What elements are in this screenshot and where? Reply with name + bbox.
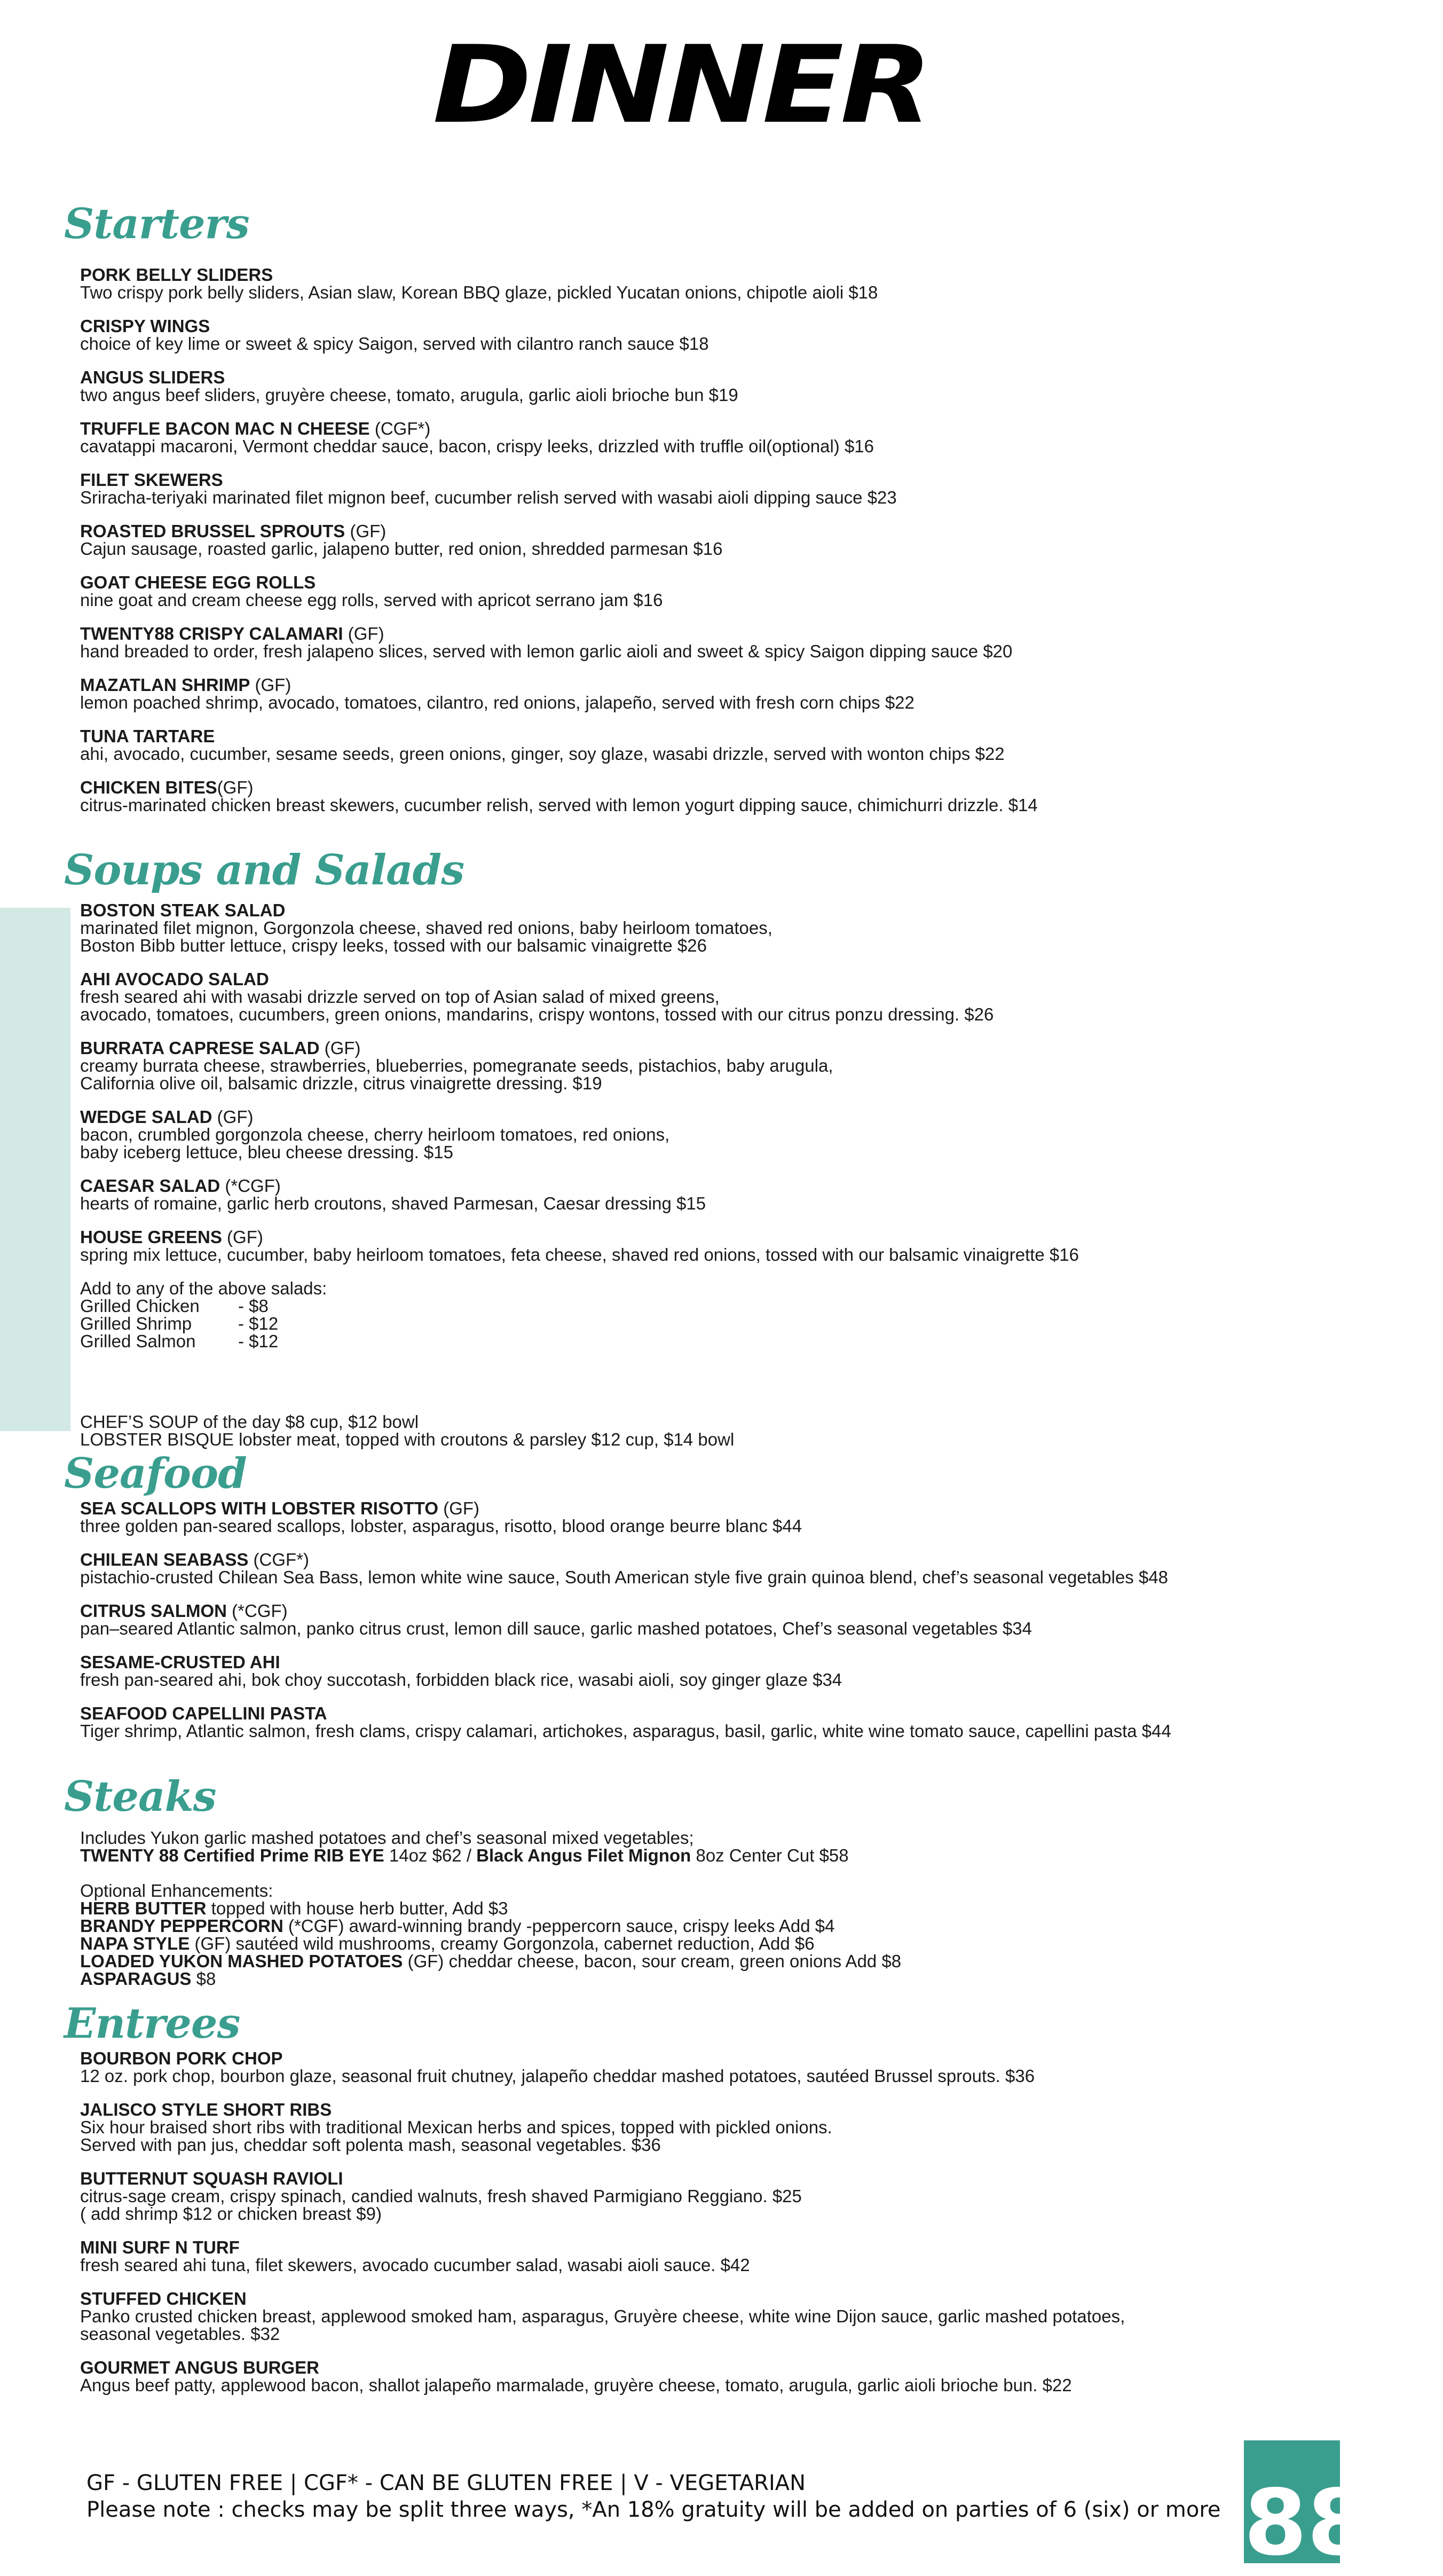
item-description: creamy burrata cheese, strawberries, blueberries, pomegranate seeds, pistachios, baby arugula, (80, 1056, 833, 1075)
soup-line: CHEF’S SOUP of the day $8 cup, $12 bowl (80, 1412, 419, 1432)
enhancement-name: ASPARAGUS (80, 1969, 192, 1989)
salad-add-option (80, 1297, 1324, 1315)
item-name: CRISPY WINGS (80, 316, 210, 336)
add-on-label: Grilled Chicken (80, 1296, 200, 1316)
add-on-price: - $8 (238, 1296, 269, 1316)
item-name: TWENTY88 CRISPY CALAMARI (80, 624, 343, 643)
item-description: fresh seared ahi tuna, filet skewers, avocado cucumber salad, wasabi aioli sauce. $42 (80, 2255, 750, 2275)
item-description: fresh pan-seared ahi, bok choy succotash, forbidden black rice, wasabi aioli, soy ginger glaze $34 (80, 1670, 842, 1690)
enhancement-desc: (GF) cheddar cheese, bacon, sour cream, green onions Add $8 (403, 1951, 902, 1971)
starters-list (80, 266, 1324, 830)
item-description: spring mix lettuce, cucumber, baby heirloom tomatoes, feta cheese, shaved red onions, tossed with our balsamic vinaigrette $16 (80, 1245, 1079, 1265)
salad-add-ons (80, 1279, 1324, 1350)
item-tag: (*CGF) (220, 1176, 281, 1196)
add-on-label: Grilled Shrimp (80, 1314, 192, 1333)
enhancements-heading: Optional Enhancements: (80, 1881, 273, 1900)
menu-item (80, 1228, 1324, 1263)
item-description: Sriracha-teriyaki marinated filet mignon beef, cucumber relish served with wasabi aioli dipping sauce $23 (80, 488, 897, 507)
soups-salads-list (80, 901, 1324, 1448)
item-name: AHI AVOCADO SALAD (80, 969, 269, 989)
menu-item (80, 471, 1324, 506)
item-tag: (GF) (212, 1107, 254, 1127)
item-description: pan–seared Atlantic salmon, panko citrus crust, lemon dill sauce, garlic mashed potatoes, Chef’s seasonal vegetables $34 (80, 1619, 1032, 1638)
dietary-legend: GF - GLUTEN FREE | CGF* - CAN BE GLUTEN FREE | V - VEGETARIAN (86, 2471, 806, 2495)
item-name: GOURMET ANGUS BURGER (80, 2358, 319, 2377)
item-tag: (GF) (438, 1498, 480, 1518)
item-name: SESAME-CRUSTED AHI (80, 1652, 280, 1672)
enhancement-desc: topped with house herb butter, Add $3 (206, 1898, 508, 1918)
enhancement (80, 1952, 1324, 1970)
item-tag: (GF) (250, 675, 291, 695)
section-heading-steaks: Steaks (64, 1772, 216, 1821)
decorative-side-band (0, 908, 70, 1431)
item-tag: (GF) (343, 624, 384, 643)
menu-item (80, 522, 1324, 557)
menu-item (80, 1177, 1324, 1212)
item-description: Panko crusted chicken breast, applewood smoked ham, asparagus, Gruyère cheese, white wine Dijon sauce, garlic mashed potatoes, (80, 2306, 1125, 2326)
enhancement-desc: (GF) sautéed wild mushrooms, creamy Gorgonzola, cabernet reduction, Add $6 (190, 1934, 815, 1953)
item-name: TRUFFLE BACON MAC N CHEESE (80, 419, 370, 438)
item-description: marinated filet mignon, Gorgonzola cheese, shaved red onions, baby heirloom tomatoes, (80, 918, 772, 938)
item-tag: (CGF*) (369, 419, 431, 438)
steak-name: Black Angus Filet Mignon (476, 1845, 691, 1865)
add-on-label: Grilled Salmon (80, 1331, 196, 1351)
steak-name: TWENTY 88 Certified Prime RIB EYE (80, 1845, 384, 1865)
item-description: Tiger shrimp, Atlantic salmon, fresh clams, crispy calamari, artichokes, asparagus, basil, garlic, white wine tomato sauce, capellini pasta $44 (80, 1721, 1171, 1741)
enhancement (80, 1899, 1324, 1917)
item-name: FILET SKEWERS (80, 470, 223, 490)
menu-item (80, 1108, 1324, 1161)
item-name: HOUSE GREENS (80, 1227, 222, 1247)
menu-item (80, 901, 1324, 954)
enhancement-name: BRANDY PEPPERCORN (80, 1916, 283, 1936)
item-description: three golden pan-seared scallops, lobster, asparagus, risotto, blood orange beurre blanc $44 (80, 1516, 802, 1536)
enhancement (80, 1970, 1324, 1988)
item-name: CITRUS SALMON (80, 1601, 227, 1621)
item-name: PORK BELLY SLIDERS (80, 265, 273, 285)
item-name: CHICKEN BITES (80, 777, 217, 797)
item-tag: (GF) (222, 1227, 263, 1247)
item-tag: (*CGF) (227, 1601, 288, 1621)
item-tag: (GF) (345, 521, 387, 541)
salad-add-heading: Add to any of the above salads: (80, 1278, 327, 1298)
item-description: fresh seared ahi with wasabi drizzle served on top of Asian salad of mixed greens, (80, 987, 720, 1007)
menu-item (80, 1602, 1324, 1637)
enhancement-desc: $8 (191, 1969, 216, 1989)
item-description: 12 oz. pork chop, bourbon glaze, seasonal fruit chutney, jalapeño cheddar mashed potatoes, sautéed Brussel sprouts. $36 (80, 2066, 1035, 2086)
menu-item (80, 2170, 1324, 2222)
section-heading-starters: Starters (64, 200, 249, 248)
item-description: avocado, tomatoes, cucumbers, green onions, mandarins, crispy wontons, tossed with our citrus ponzu dressing. $26 (80, 1004, 994, 1024)
page-title: DINNER (432, 23, 929, 147)
salad-add-option (80, 1332, 1324, 1350)
item-description: California olive oil, balsamic drizzle, citrus vinaigrette dressing. $19 (80, 1073, 602, 1093)
item-description: two angus beef sliders, gruyère cheese, tomato, arugula, garlic aioli brioche bun $19 (80, 385, 738, 405)
menu-item (80, 1653, 1324, 1688)
section-heading-soups-salads: Soups and Salads (64, 846, 464, 894)
item-description: pistachio-crusted Chilean Sea Bass, lemon white wine sauce, South American style five grain quinoa blend, chef’s seasonal vegetables $48 (80, 1567, 1169, 1587)
enhancement-name: NAPA STYLE (80, 1934, 190, 1953)
item-name: JALISCO STYLE SHORT RIBS (80, 2100, 332, 2119)
item-description: hand breaded to order, fresh jalapeno slices, served with lemon garlic aioli and sweet & spicy Saigon dipping sauce $20 (80, 641, 1013, 661)
menu-item (80, 676, 1324, 711)
menu-item (80, 1499, 1324, 1535)
steak-desc: 8oz Center Cut $58 (691, 1845, 849, 1865)
item-description: Boston Bibb butter lettuce, crispy leeks, tossed with our balsamic vinaigrette $26 (80, 936, 707, 955)
item-name: STUFFED CHICKEN (80, 2289, 247, 2308)
gratuity-note: Please note : checks may be split three ways, *An 18% gratuity will be added on parties of 6 (six) or more (86, 2498, 1221, 2522)
item-name: ANGUS SLIDERS (80, 367, 225, 387)
menu-item (80, 2049, 1324, 2085)
item-name: GOAT CHEESE EGG ROLLS (80, 572, 316, 592)
item-name: BOSTON STEAK SALAD (80, 900, 286, 920)
footer (86, 2470, 1221, 2523)
item-name: BURRATA CAPRESE SALAD (80, 1038, 320, 1058)
item-name: ROASTED BRUSSEL SPROUTS (80, 521, 345, 541)
steaks-intro: Includes Yukon garlic mashed potatoes and chef’s seasonal mixed vegetables; (80, 1828, 694, 1848)
item-description: cavatappi macaroni, Vermont cheddar sauce, bacon, crispy leeks, drizzled with truffle oil(optional) $16 (80, 436, 874, 456)
menu-item (80, 625, 1324, 660)
item-description: nine goat and cream cheese egg rolls, served with apricot serrano jam $16 (80, 590, 663, 610)
item-tag: (GF) (217, 777, 254, 797)
item-description: ( add shrimp $12 or chicken breast $9) (80, 2204, 382, 2224)
menu-item (80, 2290, 1324, 2343)
logo-badge (1244, 2440, 1370, 2576)
menu-item (80, 1551, 1324, 1586)
menu-item (80, 266, 1324, 301)
item-tag: (GF) (319, 1038, 361, 1058)
seafood-list (80, 1499, 1324, 1756)
section-heading-entrees: Entrees (64, 1999, 240, 2048)
menu-item (80, 368, 1324, 404)
menu-item (80, 420, 1324, 455)
item-tag: (CGF*) (248, 1550, 310, 1569)
logo-text: 88 (1244, 2470, 1370, 2576)
item-description: Angus beef patty, applewood bacon, shallot jalapeño marmalade, gruyère cheese, tomato, arugula, garlic aioli brioche bun. $22 (80, 2375, 1072, 2395)
item-description: hearts of romaine, garlic herb croutons, shaved Parmesan, Caesar dressing $15 (80, 1193, 706, 1213)
item-name: SEA SCALLOPS WITH LOBSTER RISOTTO (80, 1498, 439, 1518)
menu-item (80, 1039, 1324, 1092)
item-description: citrus-sage cream, crispy spinach, candied walnuts, fresh shaved Parmigiano Reggiano. $25 (80, 2186, 802, 2206)
item-description: bacon, crumbled gorgonzola cheese, cherry heirloom tomatoes, red onions, (80, 1125, 670, 1144)
item-description: Cajun sausage, roasted garlic, jalapeno butter, red onion, shredded parmesan $16 (80, 539, 723, 559)
item-name: TUNA TARTARE (80, 726, 215, 746)
item-description: lemon poached shrimp, avocado, tomatoes, cilantro, red onions, jalapeño, served with fresh corn chips $22 (80, 693, 914, 712)
steak-options (80, 1847, 1324, 1864)
item-description: Two crispy pork belly sliders, Asian slaw, Korean BBQ glaze, pickled Yucatan onions, chipotle aioli $18 (80, 282, 878, 302)
enhancement-name: LOADED YUKON MASHED POTATOES (80, 1951, 403, 1971)
steaks-list (80, 1829, 1324, 1988)
add-on-price: - $12 (238, 1331, 279, 1351)
item-name: MAZATLAN SHRIMP (80, 675, 250, 695)
item-name: CHILEAN SEABASS (80, 1550, 249, 1569)
enhancement-desc: (*CGF) award-winning brandy -peppercorn sauce, crispy leeks Add $4 (283, 1916, 835, 1936)
item-name: CAESAR SALAD (80, 1176, 220, 1196)
item-name: BUTTERNUT SQUASH RAVIOLI (80, 2169, 343, 2188)
item-description: choice of key lime or sweet & spicy Saigon, served with cilantro ranch sauce $18 (80, 334, 709, 354)
menu-item (80, 779, 1324, 814)
enhancement (80, 1917, 1324, 1935)
item-description: citrus-marinated chicken breast skewers, cucumber relish, served with lemon yogurt dipping sauce, chimichurri drizzle. $14 (80, 795, 1038, 815)
menu-item (80, 1705, 1324, 1740)
item-description: seasonal vegetables. $32 (80, 2324, 280, 2344)
item-name: SEAFOOD CAPELLINI PASTA (80, 1703, 327, 1723)
section-heading-seafood: Seafood (64, 1449, 247, 1498)
menu-item (80, 317, 1324, 352)
menu-item (80, 2239, 1324, 2274)
menu-item (80, 970, 1324, 1023)
menu-item (80, 727, 1324, 763)
item-description: Six hour braised short ribs with traditional Mexican herbs and spices, topped with pickled onions. (80, 2117, 832, 2137)
item-name: MINI SURF N TURF (80, 2237, 240, 2257)
menu-item (80, 574, 1324, 609)
item-description: Served with pan jus, cheddar soft polenta mash, seasonal vegetables. $36 (80, 2135, 661, 2155)
item-name: WEDGE SALAD (80, 1107, 212, 1127)
item-description: ahi, avocado, cucumber, sesame seeds, green onions, ginger, soy glaze, wasabi drizzle, served with wonton chips $22 (80, 744, 1005, 764)
item-name: BOURBON PORK CHOP (80, 2048, 283, 2068)
enhancement-name: HERB BUTTER (80, 1898, 207, 1918)
salad-add-option (80, 1315, 1324, 1332)
enhancement (80, 1935, 1324, 1952)
menu-item (80, 2101, 1324, 2154)
steak-desc: 14oz $62 / (384, 1845, 477, 1865)
menu-item (80, 2359, 1324, 2394)
entrees-list (80, 2049, 1324, 2410)
add-on-price: - $12 (238, 1314, 279, 1333)
item-description: baby iceberg lettuce, bleu cheese dressing. $15 (80, 1142, 453, 1162)
soup-line: LOBSTER BISQUE lobster meat, topped with croutons & parsley $12 cup, $14 bowl (80, 1430, 735, 1449)
